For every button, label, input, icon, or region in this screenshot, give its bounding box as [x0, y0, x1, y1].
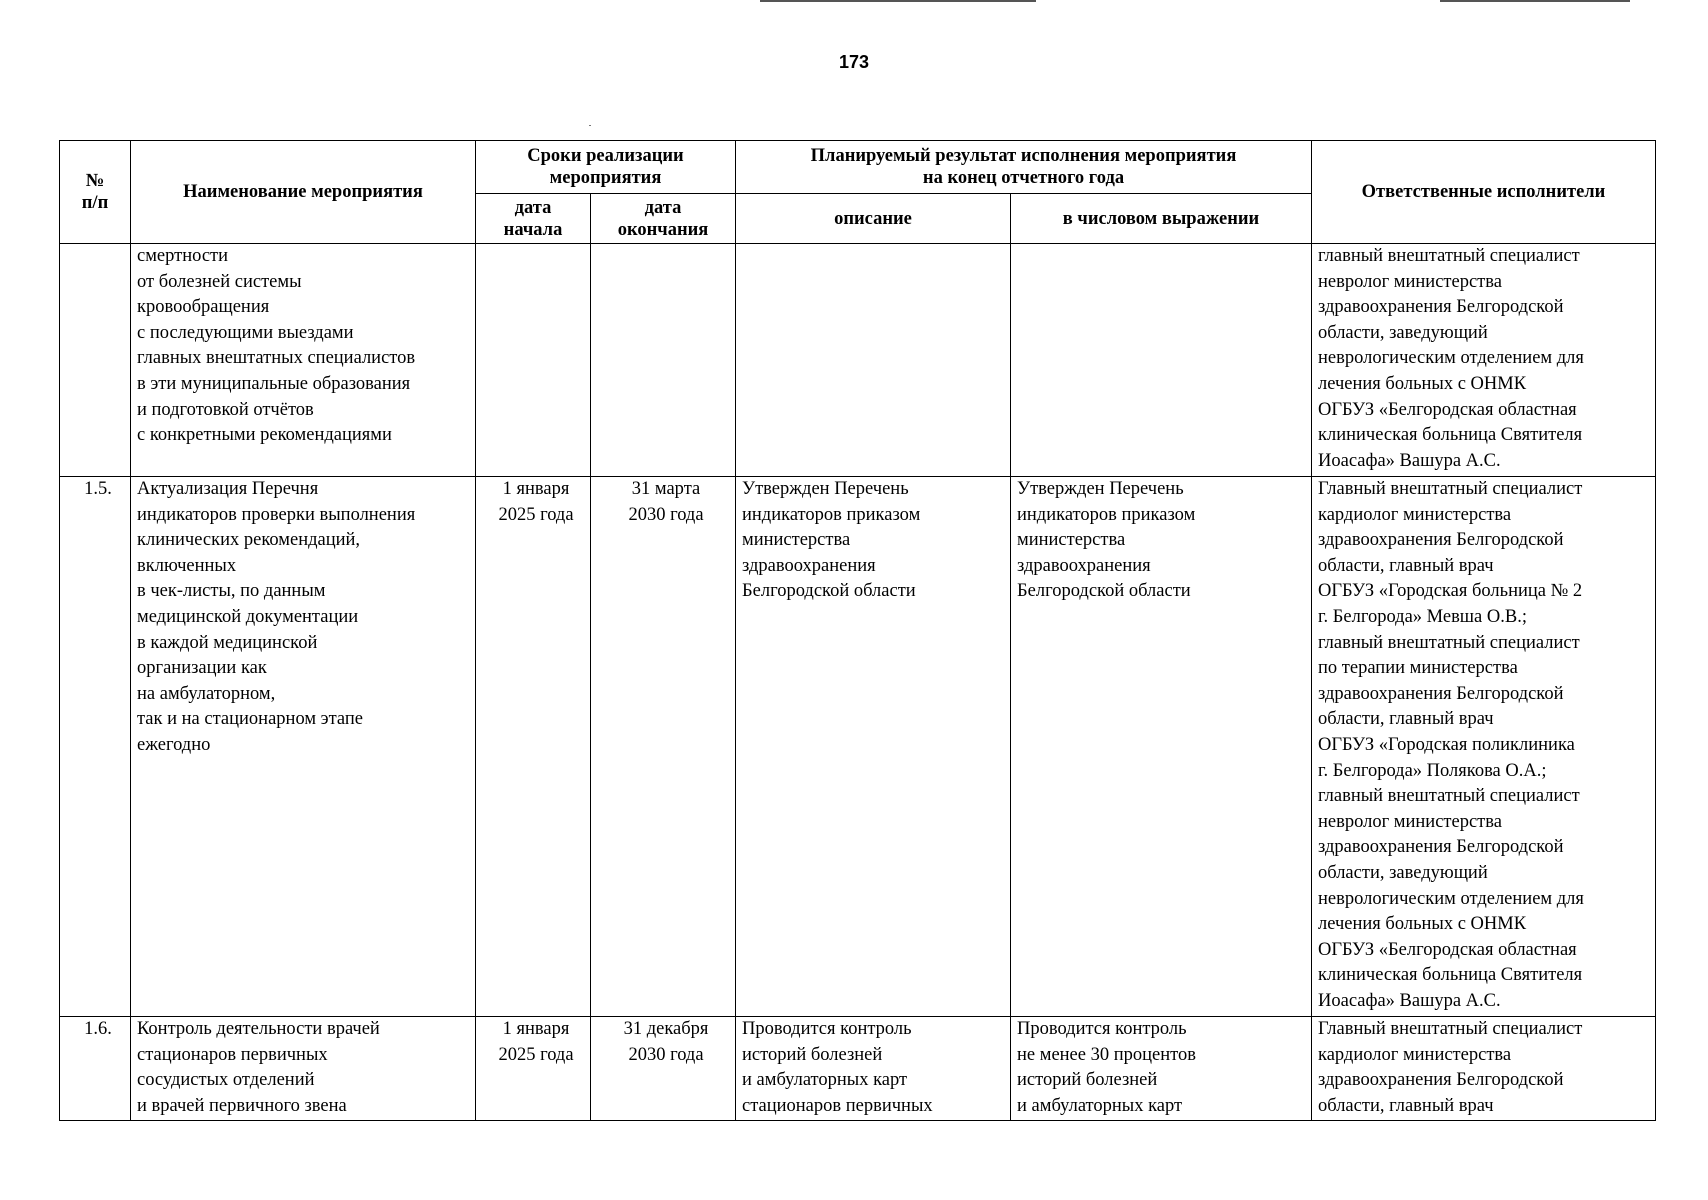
page-number: 173: [838, 52, 870, 72]
cell-num: [60, 244, 131, 477]
header-num: № п/п: [60, 141, 131, 244]
cell-responsible: Главный внештатный специалист кардиолог министерства здравоохранения Белгородской области, главный врач ОГБУЗ «Городская больница № 2 г. Белгорода» Мевша О.В.; главный внештатный специалист по терапии министерства здравоохранения Белгородской области, главный врач ОГБУЗ «Городская поликлиника г. Белгорода» Полякова О.А.; главный внештатный специалист невролог министерства здравоохранения Белгородской области, заведующий неврологическим отделением для лечения больных с ОНМК ОГБУЗ «Белгородская областная клиническая больница Святителя Иоасафа» Вашура А.С.: [1312, 477, 1656, 1017]
header-start-date: дата начала: [476, 194, 591, 244]
cell-responsible: главный внештатный специалист невролог министерства здравоохранения Белгородской области, заведующий неврологическим отделением для лечения больных с ОНМК ОГБУЗ «Белгородская областная клиническая больница Святителя Иоасафа» Вашура А.С.: [1312, 244, 1656, 477]
header-numeric: в числовом выражении: [1011, 194, 1312, 244]
cell-start-date: 1 января 2025 года: [476, 1017, 591, 1121]
cell-name: Актуализация Перечня индикаторов проверки выполнения клинических рекомендаций, включенных в чек-листы, по данным медицинской документации в каждой медицинской организации как на амбулаторном, так и на стационарном этапе ежегодно: [131, 477, 476, 1017]
cell-description: Утвержден Перечень индикаторов приказом министерства здравоохранения Белгородской области: [736, 477, 1011, 1017]
header-terms: Сроки реализации мероприятия: [476, 141, 736, 194]
table-header: [60, 141, 1656, 244]
cell-end-date: 31 декабря 2030 года: [591, 1017, 736, 1121]
cell-description: [736, 244, 1011, 477]
scan-edge-line: [1440, 0, 1630, 2]
header-result: Планируемый результат исполнения мероприятия на конец отчетного года: [736, 141, 1312, 194]
cell-end-date: [591, 244, 736, 477]
table-body: [60, 244, 1656, 1121]
cell-num: 1.5.: [60, 477, 131, 1017]
cell-numeric: Утвержден Перечень индикаторов приказом министерства здравоохранения Белгородской области: [1011, 477, 1312, 1017]
cell-numeric: [1011, 244, 1312, 477]
table-row: [60, 244, 1656, 477]
activity-table: [59, 140, 1656, 1121]
cell-description: Проводится контроль историй болезней и амбулаторных карт стационаров первичных: [736, 1017, 1011, 1121]
header-responsible: Ответственные исполнители: [1312, 141, 1656, 244]
header-row: [60, 141, 1656, 194]
table-row: [60, 1017, 1656, 1121]
cell-name: Контроль деятельности врачей стационаров первичных сосудистых отделений и врачей первичного звена: [131, 1017, 476, 1121]
cell-numeric: Проводится контроль не менее 30 процентов историй болезней и амбулаторных карт: [1011, 1017, 1312, 1121]
cell-end-date: 31 марта 2030 года: [591, 477, 736, 1017]
header-name: Наименование мероприятия: [131, 141, 476, 244]
table-row: [60, 477, 1656, 1017]
cell-responsible: Главный внештатный специалист кардиолог министерства здравоохранения Белгородской области, главный врач: [1312, 1017, 1656, 1121]
cell-num: 1.6.: [60, 1017, 131, 1121]
scan-speck: [589, 125, 591, 126]
cell-start-date: 1 января 2025 года: [476, 477, 591, 1017]
scan-edge-line: [760, 0, 1036, 2]
header-end-date: дата окончания: [591, 194, 736, 244]
cell-start-date: [476, 244, 591, 477]
header-description: описание: [736, 194, 1011, 244]
cell-name: смертности от болезней системы кровообращения с последующими выездами главных внештатных специалистов в эти муниципальные образования и подготовкой отчётов с конкретными рекомендациями: [131, 244, 476, 477]
